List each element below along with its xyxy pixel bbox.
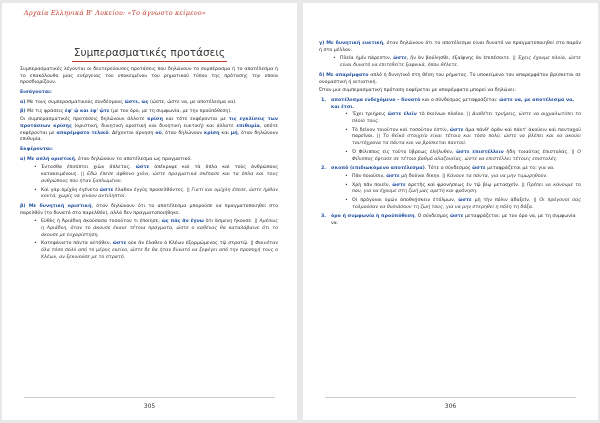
page-number: 305 <box>143 403 156 410</box>
right-page <box>303 3 598 420</box>
list-item: • Έντοσθα έπιπίπτει χιὼν ἄπλετος, ὥστε ἀπέκρυψε καὶ τὰ ὅπλα καὶ τοὺς ἀνθρώπους κατακειμένους. || Εδώ έπεσε άφθονο χιόνι, ώστε πραγματικά σκέπασε και τα όπλα και τους ανθρώπους που ήταν ξαπλωμένοι. <box>34 165 278 185</box>
right-content <box>319 41 581 230</box>
bullet-list <box>345 174 581 212</box>
subsection-g: γ) Με δυνητική ευκτική, όταν δηλώνουν ότι το αποτέλεσμα είναι δυνατό να πραγματοποιηθεί στο παρόν ή στο μέλλον. <box>319 41 581 53</box>
subsection-b: β) Με δυνητική οριστική, όταν δηλώνουν ότι το αποτέλεσμα μπορούσε να πραγματοποιηθεί στο παρελθόν (το δυνατό στο παρελθόν), αλλά δεν πραγματοποιήθηκε. <box>20 203 279 216</box>
subsection-d: δ) Με απαρέμφατο απλό ή δυνητικό στη θέση του ρήματος. Το υποκείμενο του απαρεμφάτου βρίσκεται σε ονομαστική ή αιτιατική. <box>319 72 581 85</box>
list-item: • Χρὴ πᾶν ποιεῖν, ὥστε ἀρετῆς καὶ φρονήσεως ἐν τῷ βίῳ μετασχεῖν. || Πρέπει να κάνουμε το παν, για να έχουμε στη ζωή μας αρετή και φρόνηση. <box>345 183 581 196</box>
footer-divider <box>24 397 275 398</box>
list-item: • Κατεφάνιετο πάντα αὐτόθεν, ὥστε οὐκ ἂν ἔλαθεν ὁ Κλέων ἐξορμώμενος τῷ στρατῷ. || Φαινόταν όλα τόσο πολύ από το μέρος εκείνο, ώστε δε θα ήταν δυνατό να ξεφύγει από την προσοχή τους ο Κλέων, αν ξεκινούσε με το στρατό. <box>34 241 278 261</box>
bullet-list <box>34 219 278 261</box>
section-label: Εισάγονται: <box>20 90 52 96</box>
list-item: • Εὐθὺς ἡ Ἀριάδνη ἀκούσασα τοσοῦτον τι ἐποίησε, ὡς πᾶς ἂν ἔγνω ὅτι ἄσμενη ἤκουσε. || Αμέσως η Αριάδνη, όταν το άκουσε έκανε τέτοια πράγματα, ώστε ο καθένας θα καταλάβαινε ότι το άκουσε με ευχαρίστηση. <box>34 219 278 239</box>
item-a: α) Με τους συμπερασματικούς συνδέσμους ὥστε, ὡς (ώστε, ώστε να, με αποτέλεσμα να). <box>20 99 237 105</box>
numbered-item: 1. αποτέλεσμα ενδεχόμενο – δυνατό και ο σύνδεσμος μεταφράζεται: ώστε να, με αποτέλεσμα να, και έτσι. • Ἔχει τριήρεις ὥστε ἑλεῖν τὸ ἐκείνων πλοῖον. || Διαθέτει τριήρεις, ώστε να αιχμαλωτίσει το πλοίο τους. • Τὸ δεῖνον τοιοῦτον καὶ τοσοῦτον ἐστίν, ὥστε ἅμα πάνθ' ὁρᾶν καὶ πάντ' ἀκούειν καὶ πανταχοῦ παρεῖναι. || Το θεϊκό στοιχείο είναι τέτοιο και τόσο πολύ, ώστε να βλέπει και να ακούει ταυτόχρονα τα πάντα και να βρίσκεται παντού. • Ὁ Φίλιππος εἰς τοῦτο ὕβρεως ἐλήλυθεν, ὥστε ἐπιστέλλειν ἤδη τοιαύτας ἐπιστολάς. || Ο Φίλιππος έφτασε σε τέτοιο βαθμό αλαζονείας, ώστε να επιστέλλει τέτοιες επιστολές. <box>331 98 581 163</box>
numbered-item: 3. όρο ή συμφωνία ή προϋπόθεση. Ο σύνδεσμος ὥστε μεταφράζεται: με τον όρο να, με τη συμφωνία να. <box>321 214 576 227</box>
list-item: • Πᾶν ποιοῦσιν, ὥστε μὴ δοῦναι δίκην. || Κάνουν τα πάντα, για να μην τιμωρηθούν. <box>345 174 581 181</box>
page-number: 306 <box>444 403 457 410</box>
title-divider <box>72 61 227 62</box>
paragraph: Όταν μια συμπερασματική πρόταση εκφέρεται με απαρέμφατο μπορεί να δηλώνει: <box>319 88 516 94</box>
bullet-list <box>333 56 581 69</box>
bullet-list <box>34 165 278 201</box>
page-title: Συμπερασματικές προτάσεις <box>73 47 226 59</box>
list-item: • Καὶ γὰρ ὁμίχλη ἐγένετο ὥστε ἔλαθον ἐγγὺς προσελθόντες. || Γιατί και ομίχλη έπεσε, ώστε ήρθαν κοντά, χωρίς να γίνουν αντιληπτοί. <box>34 188 278 201</box>
numbered-list <box>321 97 582 228</box>
list-item: • Ἔχει τριήρεις ὥστε ἑλεῖν τὸ ἐκείνων πλοῖον. || Διαθέτει τριήρεις, ώστε να αιχμαλωτίσει το πλοίο τους. <box>345 112 581 125</box>
intro-paragraph: Συμπερασματικές λέγονται οι δευτερεύουσες προτάσεις που δηλώνουν το συμπέρασμα ή το αποτέλεσμα ή το επακόλουθο μιας ενέργειας του υποκειμένου του ρηματικού τύπου της πρότασης την οποία προσδιορίζουν. <box>20 67 278 86</box>
list-item: • Πλεῖα ἡμῖν πάρεστιν, ὥστε, ἦν ἂν βούλησθε, ἐξαίφνης ἂν ἐπιπέσοιτε. || Έχεις έχουμε πλοία, ώστε είναι δυνατό να επιτεθείτε ξαφνικά, όπου θέλετε. <box>333 56 581 69</box>
list-item: • Οἱ πρόγονοι ὑμῶν ἀποθνῄσκειν ἐτόλμων, ὥστε μὴ τὴν πόλιν ἀδοξεῖν. || Οι πρόγονοί σας τολμούσαν να θυσιάσουν τη ζωή τους, για να μην στερηθεί η πόλη τη δόξα. <box>345 198 581 211</box>
left-content <box>20 67 278 265</box>
bullet-list <box>345 112 581 163</box>
footer-divider <box>325 397 576 398</box>
paragraph-2: Οι συμπερασματικές προτάσεις δηλώνουν άλλοτε κρίση και τότε εκφέρονται με τις εγκλίσεις των προτάσεων κρίσης (οριστική, δυνητική οριστική και δυνητική ευκτική) και άλλοτε επιθυμία, οπότε εκφέρονται με απαρέμφατο τελικό. Δέχονται άρνηση οὐ, όταν δηλώνουν κρίση και μή, όταν δηλώνουν επιθυμία. <box>20 117 279 143</box>
left-page <box>2 3 297 420</box>
list-item: • Ὁ Φίλιππος εἰς τοῦτο ὕβρεως ἐλήλυθεν, ὥστε ἐπιστέλλειν ἤδη τοιαύτας ἐπιστολάς. || Ο Φίλιππος έφτασε σε τέτοιο βαθμό αλαζονείας, ώστε να επιστέλλει τέτοιες επιστολές. <box>345 150 581 163</box>
numbered-item: 2. σκοπό (επιδιωκόμενο αποτέλεσμα). Τότε ο σύνδεσμος ὥστε μεταφράζεται με το: για να. • Πᾶν ποιοῦσιν, ὥστε μὴ δοῦναι δίκην. || Κάνουν τα πάντα, για να μην τιμωρηθούν. • Χρὴ πᾶν ποιεῖν, ὥστε ἀρετῆς καὶ φρονήσεως ἐν τῷ βίῳ μετασχεῖν. || Πρέπει να κάνουμε το παν, για να έχουμε στη ζωή μας αρετή και φρόνηση. • Οἱ πρόγονοι ὑμῶν ἀποθνῄσκειν ἐτόλμων, ὥστε μὴ τὴν πόλιν ἀδοξεῖν. || Οι πρόγονοί σας τολμούσαν να θυσιάσουν τη ζωή τους, για να μην στερηθεί η πόλη τη δόξα. <box>331 166 581 211</box>
subsection-a: α) Με απλή οριστική, όταν δηλώνουν το αποτέλεσμα ως πραγματικό. <box>20 156 192 162</box>
list-item: • Τὸ δεῖνον τοιοῦτον καὶ τοσοῦτον ἐστίν, ὥστε ἅμα πάνθ' ὁρᾶν καὶ πάντ' ἀκούειν καὶ πανταχοῦ παρεῖναι. || Το θεϊκό στοιχείο είναι τέτοιο και τόσο πολύ, ώστε να βλέπει και να ακούει ταυτόχρονα τα πάντα και να βρίσκεται παντού. <box>345 128 581 148</box>
section-label: Εκφέρονται: <box>20 147 53 153</box>
item-b: β) Με τις φράσεις ἐφ' ᾧ και ἐφ' ᾧτε (με τον όρο, με τη συμφωνία, με την προϋπόθεση). <box>20 108 232 114</box>
running-head: Αρχαία Ελληνικά Β' Λυκείου: «Το άγνωστο κείμενο» <box>24 9 206 17</box>
